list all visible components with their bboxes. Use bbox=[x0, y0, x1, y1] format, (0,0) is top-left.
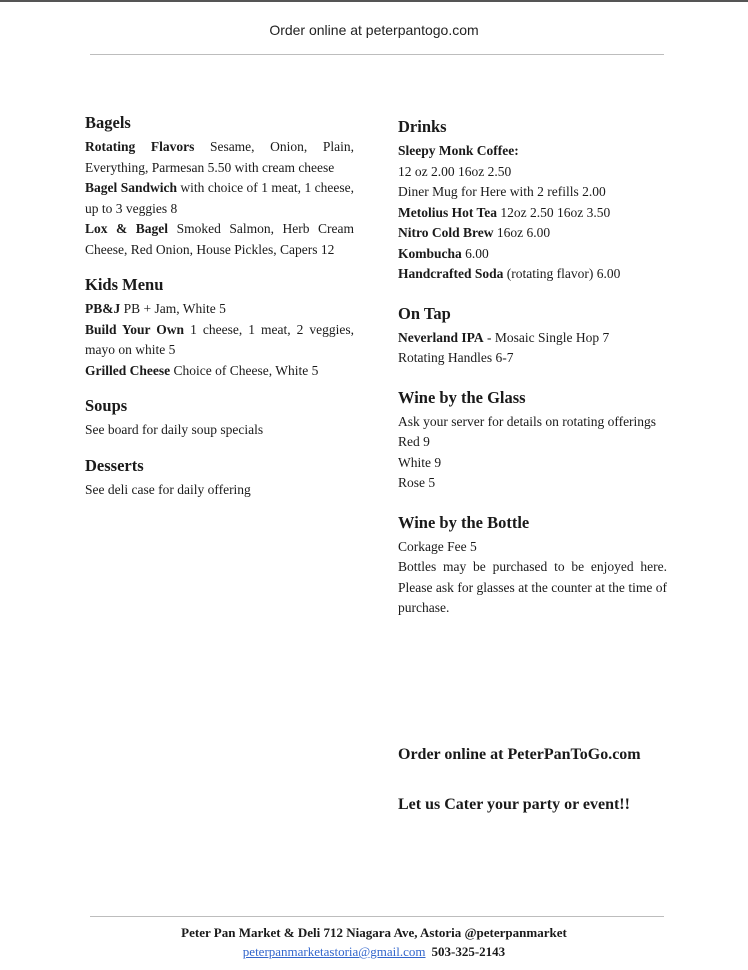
wine-rose: Rose 5 bbox=[398, 475, 436, 490]
menu-item bbox=[85, 299, 354, 320]
item-name: Kombucha bbox=[398, 245, 462, 261]
bagels-section bbox=[85, 112, 354, 260]
desserts-note: See deli case for daily offering bbox=[85, 481, 251, 497]
phone-number: 503-325-2143 bbox=[431, 944, 506, 959]
menu-item bbox=[85, 361, 354, 382]
diner-mug: Diner Mug for Here with 2 refills 2.00 bbox=[398, 184, 606, 199]
email-link[interactable]: peterpanmarketastoria@gmail.com bbox=[242, 944, 426, 959]
section-title-soups: Soups bbox=[85, 396, 128, 415]
top-border bbox=[0, 0, 748, 2]
item-desc: Choice of Cheese, White 5 bbox=[170, 362, 319, 378]
item-name: Handcrafted Soda bbox=[398, 266, 504, 281]
wine-white: White 9 bbox=[398, 454, 442, 470]
item-desc: 16oz 6.00 bbox=[493, 225, 551, 240]
wine-red: Red 9 bbox=[398, 434, 430, 449]
right-column bbox=[398, 116, 667, 637]
bottle-note: Bottles may be purchased to be enjoyed here. Please ask for glasses at the counter at the time of purchase. bbox=[398, 559, 667, 615]
item-desc: 6.00 bbox=[461, 245, 489, 261]
kids-menu-section bbox=[85, 274, 354, 381]
item-desc: PB + Jam, White 5 bbox=[120, 301, 226, 316]
menu-item bbox=[398, 328, 667, 349]
section-title-wine-glass: Wine by the Glass bbox=[398, 387, 526, 407]
item-name: Rotating Flavors bbox=[85, 139, 195, 154]
order-online-header: Order online at peterpantogo.com bbox=[269, 22, 479, 38]
item-name: Build Your Own bbox=[85, 321, 185, 337]
menu-item bbox=[85, 137, 354, 178]
rotating-handles: Rotating Handles 6-7 bbox=[398, 350, 514, 365]
left-column bbox=[85, 112, 354, 514]
footer-address: Peter Pan Market & Deli 712 Niagara Ave, Astoria @peterpanmarket bbox=[181, 925, 567, 940]
drinks-section bbox=[398, 116, 667, 285]
item-name: Sleepy Monk Coffee: bbox=[398, 143, 519, 158]
soups-section bbox=[85, 395, 354, 441]
item-name: Grilled Cheese bbox=[85, 362, 171, 378]
section-title-desserts: Desserts bbox=[85, 455, 144, 475]
section-title-on-tap: On Tap bbox=[398, 303, 451, 323]
menu-item bbox=[85, 178, 354, 219]
footer-contact bbox=[0, 944, 748, 960]
menu-item bbox=[398, 264, 667, 285]
order-online-promo: Order online at PeterPanToGo.com bbox=[398, 746, 641, 763]
footer-divider bbox=[90, 916, 664, 917]
item-name: Bagel Sandwich bbox=[85, 180, 177, 195]
item-name: Metolius Hot Tea bbox=[398, 204, 498, 220]
header-divider bbox=[90, 54, 664, 55]
wine-glass-section bbox=[398, 387, 667, 494]
on-tap-section bbox=[398, 303, 667, 369]
menu-item bbox=[398, 141, 667, 162]
item-desc: 12oz 2.50 16oz 3.50 bbox=[497, 204, 611, 220]
desserts-section bbox=[85, 455, 354, 501]
item-desc: - Mosaic Single Hop 7 bbox=[483, 329, 610, 345]
menu-item bbox=[85, 320, 354, 361]
item-desc: 1 cheese, 1 meat, 2 veggies, mayo on white 5 bbox=[85, 321, 354, 357]
wine-glass-note: Ask your server for details on rotating offerings bbox=[398, 413, 657, 429]
item-desc: Sesame, Onion, Plain, Everything, Parmesan 5.50 with cream cheese bbox=[85, 139, 354, 175]
menu-item bbox=[85, 219, 354, 260]
item-name: Neverland IPA bbox=[398, 329, 484, 345]
item-name: Lox & Bagel bbox=[85, 221, 169, 236]
section-title-drinks: Drinks bbox=[398, 117, 447, 136]
cater-promo: Let us Cater your party or event!! bbox=[398, 796, 630, 813]
corkage-fee: Corkage Fee 5 bbox=[398, 538, 477, 554]
menu-item bbox=[398, 203, 667, 224]
menu-item bbox=[398, 223, 667, 244]
coffee-sizes: 12 oz 2.00 16oz 2.50 bbox=[398, 163, 512, 179]
item-name: PB&J bbox=[85, 301, 121, 316]
item-desc: with choice of 1 meat, 1 cheese, up to 3 veggies 8 bbox=[85, 180, 354, 216]
item-desc: Smoked Salmon, Herb Cream Cheese, Red Onion, House Pickles, Capers 12 bbox=[85, 221, 354, 257]
section-title-kids-menu: Kids Menu bbox=[85, 275, 164, 294]
item-desc: (rotating flavor) 6.00 bbox=[503, 266, 621, 281]
menu-item bbox=[398, 244, 667, 265]
item-name: Nitro Cold Brew bbox=[398, 225, 494, 240]
section-title-wine-bottle: Wine by the Bottle bbox=[398, 512, 530, 532]
wine-bottle-section bbox=[398, 512, 667, 619]
section-title-bagels: Bagels bbox=[85, 113, 131, 132]
soups-note: See board for daily soup specials bbox=[85, 422, 264, 437]
